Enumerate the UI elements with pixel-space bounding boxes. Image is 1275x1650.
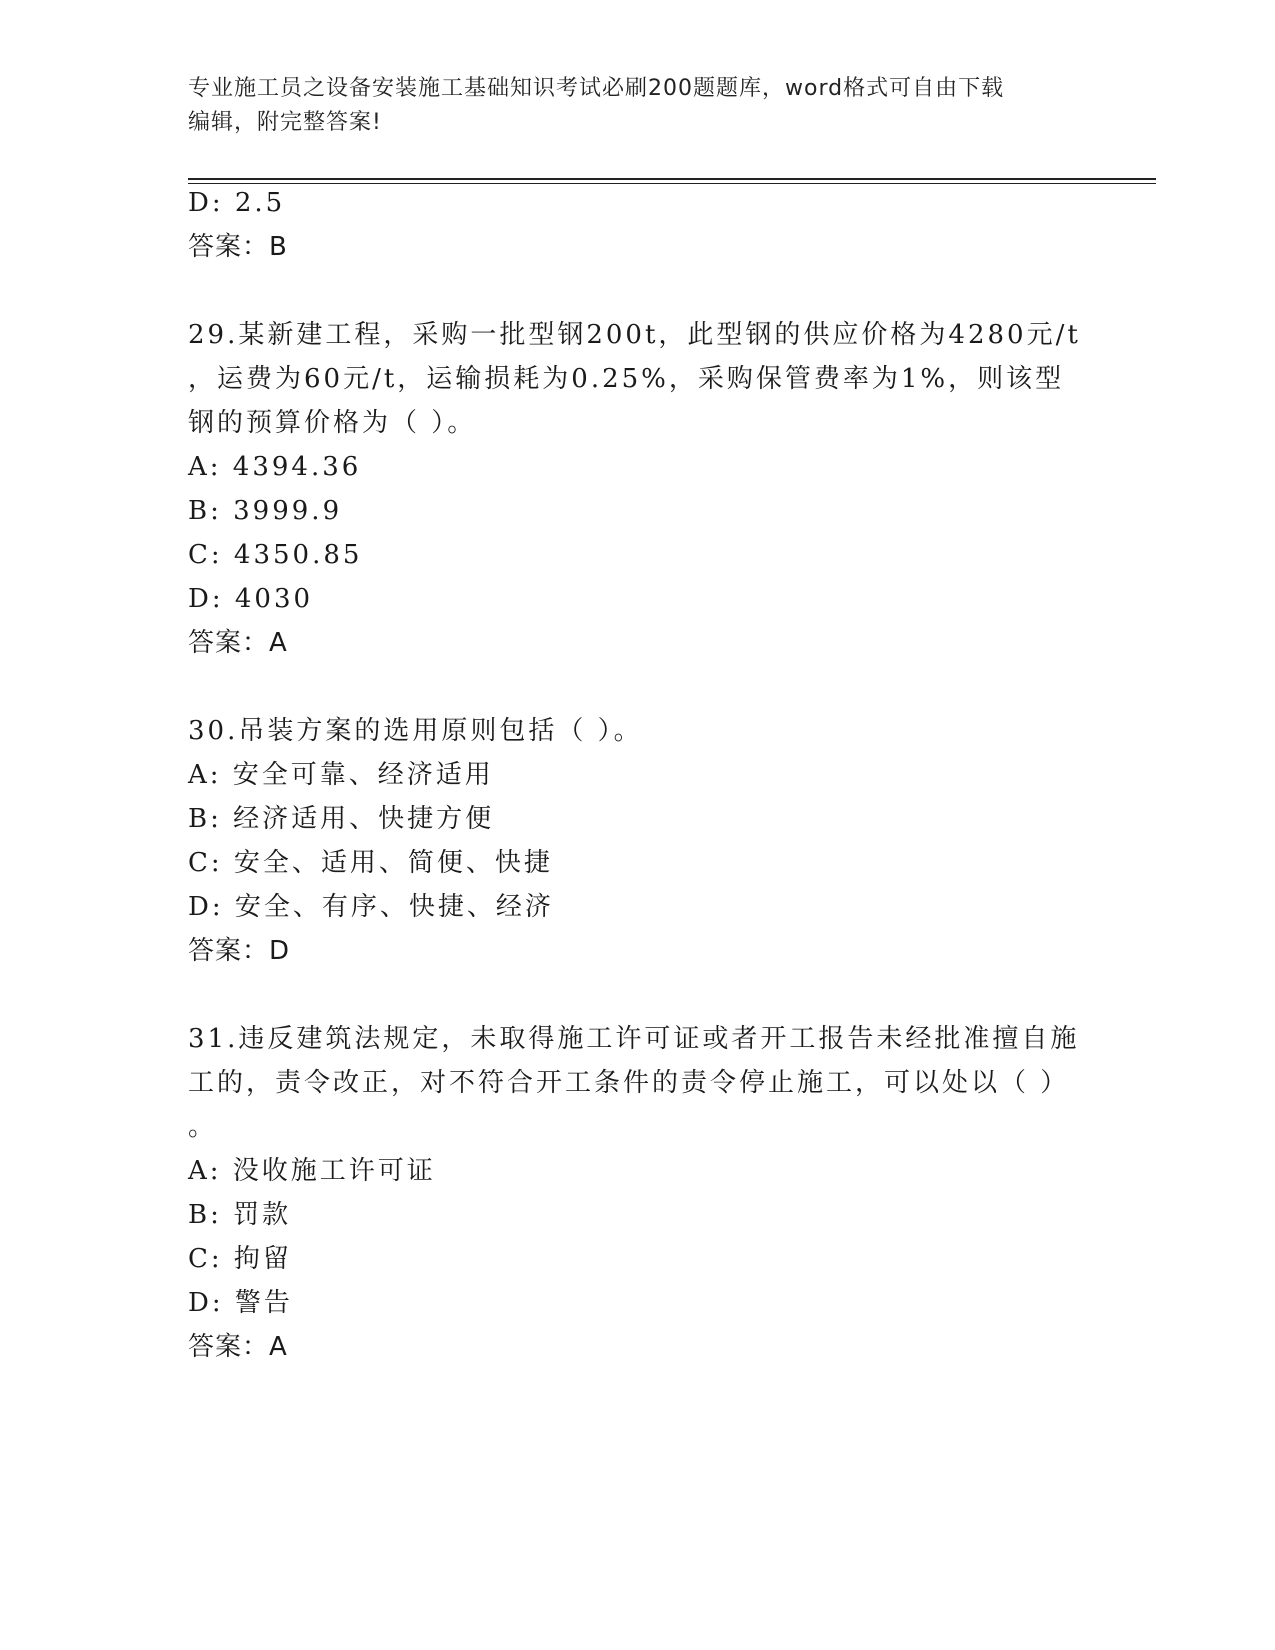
q29-stem-line-2: ，运费为60元/t，运输损耗为0.25%，采购保管费率为1%，则该型 (188, 364, 1065, 394)
q30-option-c: C: 安全、适用、简便、快捷 (188, 848, 553, 878)
q29-stem-line-3: 钢的预算价格为（ ）。 (188, 408, 477, 438)
q29-option-b: B: 3999.9 (188, 496, 343, 526)
header-divider-thick (188, 178, 1156, 180)
q31-stem-line-3: 。 (188, 1112, 218, 1142)
q31-option-d: D: 警告 (188, 1288, 293, 1318)
q29-answer: 答案：A (188, 628, 288, 658)
q29-option-a: A: 4394.36 (188, 452, 362, 482)
q30-stem-line-1: 30.吊装方案的选用原则包括（ ）。 (188, 716, 643, 746)
header-line-1: 专业施工员之设备安装施工基础知识考试必刷200题题库，word格式可自由下载 (188, 76, 1005, 101)
header-divider-thin (188, 183, 1156, 184)
q30-option-a: A: 安全可靠、经济适用 (188, 760, 494, 790)
q30-option-b: B: 经济适用、快捷方便 (188, 804, 495, 834)
q31-answer: 答案：A (188, 1332, 288, 1362)
q31-option-b: B: 罚款 (188, 1200, 292, 1230)
q29-option-c: C: 4350.85 (188, 540, 363, 570)
q30-option-d: D: 安全、有序、快捷、经济 (188, 892, 554, 922)
q31-option-a: A: 没收施工许可证 (188, 1156, 436, 1186)
q31-stem-line-1: 31.违反建筑法规定，未取得施工许可证或者开工报告未经批准擅自施 (188, 1024, 1080, 1054)
q29-stem-line-1: 29.某新建工程，采购一批型钢200t，此型钢的供应价格为4280元/t (188, 320, 1081, 350)
header-line-2: 编辑，附完整答案! (188, 110, 382, 135)
q31-stem-line-2: 工的，责令改正，对不符合开工条件的责令停止施工，可以处以（ ） (188, 1068, 1070, 1098)
page-header (188, 72, 1088, 140)
prev-answer: 答案：B (188, 232, 288, 262)
q30-answer: 答案：D (188, 936, 291, 966)
q29-option-d: D: 4030 (188, 584, 314, 614)
prev-option-d: D: 2.5 (188, 188, 286, 218)
q31-option-c: C: 拘留 (188, 1244, 292, 1274)
